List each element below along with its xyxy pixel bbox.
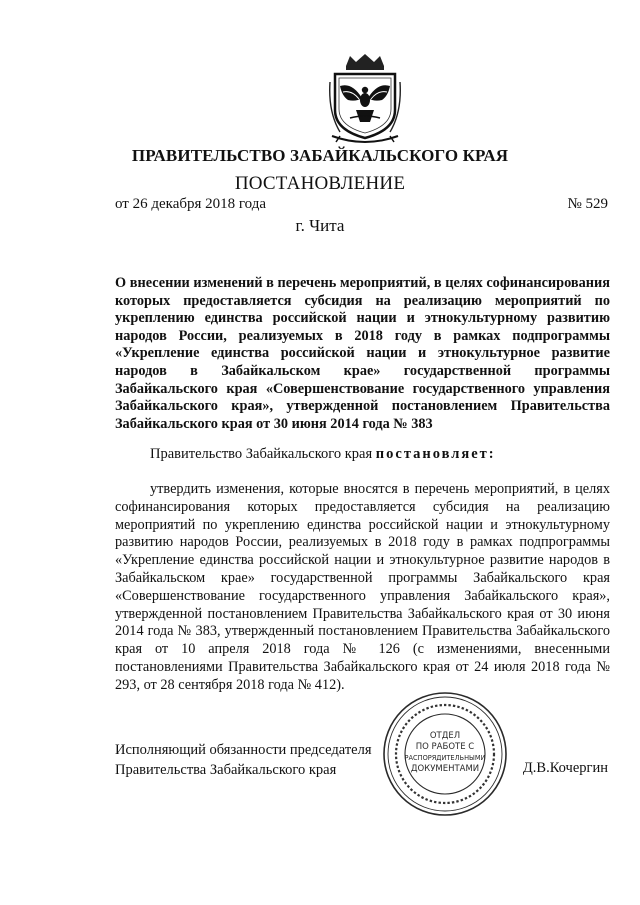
official-stamp — [381, 690, 509, 818]
document-city: г. Чита — [295, 216, 345, 235]
document-date: от 26 декабря 2018 года — [115, 196, 267, 212]
intro-text: Правительство Забайкальского края — [150, 446, 373, 462]
coat-of-arms-emblem — [326, 52, 404, 148]
stamp-line-3: РАСПОРЯДИТЕЛЬНЫМИ — [404, 754, 486, 762]
signer-position — [115, 740, 372, 780]
stamp-line-2: ПО РАБОТЕ С — [415, 742, 475, 752]
resolution-body: утвердить изменения, которые вносятся в перечень мероприятий, в целях софинансирования которых предоставляется субсидия на реализацию мероприятий по укреплению единства российской нации и этнокультурному развитию народов России, реализуемых в 2018 году в рамках подпрограммы «Укрепление единства российской нации и этнокультурное развитие народов в Забайкальском крае» государственной программы Забайкальского края «Совершенствование государственного управления Забайкальского края», утвержденной постановлением Правительства Забайкальского края от 30 июня 2014 года № 383, утвержденный постановлением Правительства Забайкальского края от 10 апреля 2018 года № 126 (с изменениями, внесенными постановлениями Правительства Забайкальского края от 24 июля 2018 года № 293, от 28 сентября 2018 года № 412). — [115, 481, 610, 693]
government-title: ПРАВИТЕЛЬСТВО ЗАБАЙКАЛЬСКОГО КРАЯ — [131, 146, 509, 165]
signer-position-line1: Исполняющий обязанности председателя — [115, 742, 372, 758]
stamp-line-1: ОТДЕЛ — [429, 731, 461, 741]
signer-name: Д.В.Кочергин — [522, 760, 608, 776]
stamp-line-4: ДОКУМЕНТАМИ — [410, 764, 480, 774]
intro-keyword: постановляет: — [375, 446, 496, 462]
resolution-intro — [150, 446, 496, 463]
document-type: ПОСТАНОВЛЕНИЕ — [234, 173, 406, 194]
document-subject: О внесении изменений в перечень мероприятий, в целях софинансирования которых предоставляется субсидия на реализацию мероприятий по укреплению единства российской нации и этнокультурному развитию народов России, реализуемых в 2018 году в рамках подпрограммы «Укрепление единства российской нации и этнокультурное развитие народов в Забайкальском крае» государственной программы Забайкальского края «Совершенствование государственного управления Забайкальского края», утвержденной постановлением Правительства Забайкальского края от 30 июня 2014 года № 383 — [115, 275, 610, 432]
document-number: № 529 — [567, 196, 608, 212]
signer-position-line2: Правительства Забайкальского края — [115, 762, 337, 778]
